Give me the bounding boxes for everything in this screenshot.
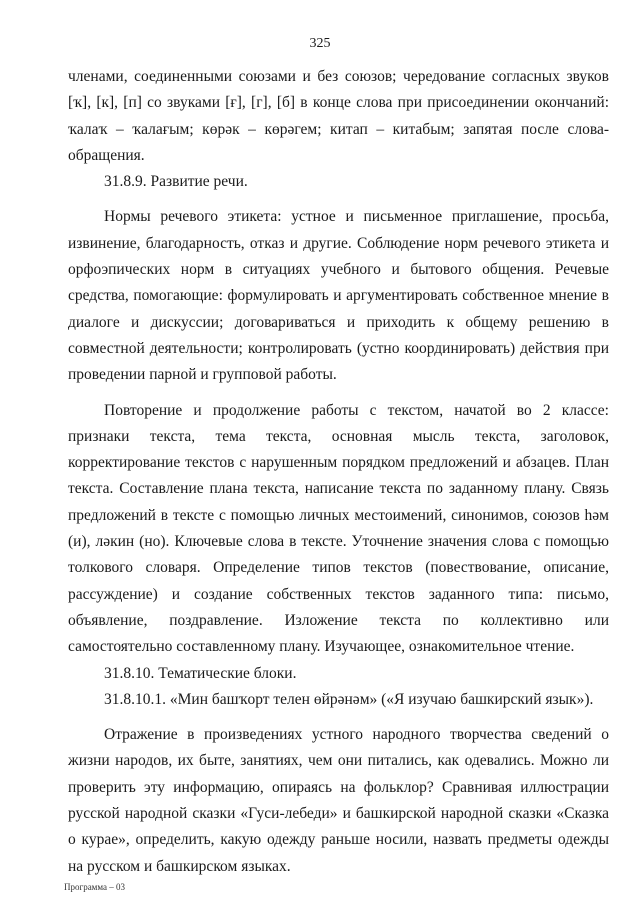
- section-heading-thematic-blocks: 31.8.10. Тематические блоки.: [104, 664, 297, 682]
- paragraph-continuation: членами, соединенными союзами и без союзов; чередование согласных звуков [ҡ], [к], [п] со звуками [ғ], [г], [б] в конце слова при присоединении окончаний: ҡалаҡ – ҡалағым; көрәк – көрәгем; китап – китабым; запятая после слова-обращения.: [68, 68, 609, 164]
- section-heading-speech-development: 31.8.9. Развитие речи.: [104, 173, 248, 191]
- paragraph-text-work: Повторение и продолжение работы с текстом, начатой во 2 классе: признаки текста, тема текста, основная мысль текста, заголовок, корректирование текстов с нарушенным порядком предложений и абзацев. План текста. Составление плана текста, написание текста по заданному плану. Связь предложений в тексте с помощью личных местоимений, синонимов, союзов һәм (и), ләкин (но). Ключевые слова в тексте. Уточнение значения слова с помощью толкового словаря. Определение типов текстов (повествование, описание, рассуждение) и создание собственных текстов заданного типа: письмо, объявление, поздравление. Изложение текста по коллективно или самостоятельно составленному плану. Изучающее, ознакомительное чтение.: [68, 401, 609, 656]
- subsection-heading-learning-bashkir: 31.8.10.1. «Мин башҡорт телен өйрәнәм» («Я изучаю башкирский язык»).: [104, 690, 594, 708]
- document-body: [68, 64, 609, 880]
- page-number: 325: [309, 36, 331, 51]
- paragraph-speech-etiquette: Нормы речевого этикета: устное и письменное приглашение, просьба, извинение, благодарность, отказ и другие. Соблюдение норм речевого этикета и орфоэпических норм в ситуациях учебного и бытового общения. Речевые средства, помогающие: формулировать и аргументировать собственное мнение в диалоге и дискуссии; договариваться и приходить к общему решению в совместной деятельности; контролировать (устно координировать) действия при проведении парной и групповой работы.: [68, 208, 609, 384]
- page-footer: Программа – 03: [64, 882, 126, 892]
- paragraph-folklore: Отражение в произведениях устного народного творчества сведений о жизни народов, их быте, занятиях, чем они питались, как одевались. Можно ли проверить эту информацию, опираясь на фольклор? Сравнивая иллюстрации русской народной сказки «Гуси-лебеди» и башкирской народной сказки «Сказка о курае», определить, какую одежду раньше носили, назвать предметы одежды на русском и башкирском языках.: [68, 726, 609, 875]
